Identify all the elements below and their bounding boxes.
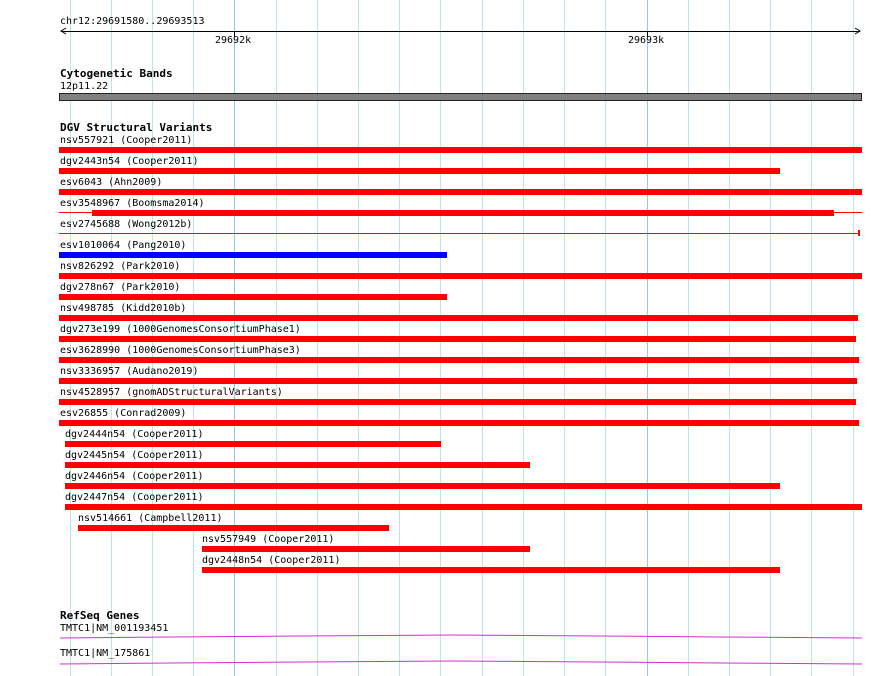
variant-label[interactable]: nsv514661 (Campbell2011) — [78, 513, 223, 524]
transcript-label[interactable]: TMTC1|NM_001193451 — [60, 623, 169, 634]
refseq-track-title[interactable]: RefSeq Genes — [60, 609, 140, 622]
variant-label[interactable]: dgv278n67 (Park2010) — [60, 282, 181, 293]
variant-label[interactable]: dgv2446n54 (Cooper2011) — [65, 471, 204, 482]
variant-label[interactable]: nsv3336957 (Audano2019) — [60, 366, 199, 377]
variant-label[interactable]: nsv498785 (Kidd2010b) — [60, 303, 187, 314]
variant-label[interactable]: nsv826292 (Park2010) — [60, 261, 181, 272]
variant-label[interactable]: nsv4528957 (gnomADStructuralVariants) — [60, 387, 283, 398]
variant-label[interactable]: dgv273e199 (1000GenomesConsortiumPhase1) — [60, 324, 301, 335]
variant-label[interactable]: dgv2443n54 (Cooper2011) — [60, 156, 199, 167]
variant-label[interactable]: nsv557921 (Cooper2011) — [60, 135, 193, 146]
variant-label[interactable]: esv26855 (Conrad2009) — [60, 408, 187, 419]
transcript-label[interactable]: TMTC1|NM_175861 — [60, 648, 151, 659]
variant-label[interactable]: dgv2447n54 (Cooper2011) — [65, 492, 204, 503]
variant-label[interactable]: esv1010064 (Pang2010) — [60, 240, 187, 251]
transcript-intron-line — [60, 635, 862, 638]
transcript-intron-line — [60, 661, 862, 664]
ruler-location: chr12:29691580..29693513 — [60, 16, 205, 27]
variant-label[interactable]: esv2745688 (Wong2012b) — [60, 219, 193, 230]
tick-label-29693k: 29693k — [628, 35, 665, 46]
variant-label[interactable]: dgv2444n54 (Cooper2011) — [65, 429, 204, 440]
dgv-track-title[interactable]: DGV Structural Variants — [60, 121, 213, 134]
tick-label-29692k: 29692k — [215, 35, 252, 46]
variant-label[interactable]: dgv2448n54 (Cooper2011) — [202, 555, 341, 566]
variant-label[interactable]: esv3548967 (Boomsma2014) — [60, 198, 205, 209]
cytobands-track-title[interactable]: Cytogenetic Bands — [60, 67, 173, 80]
variant-label[interactable]: esv3628990 (1000GenomesConsortiumPhase3) — [60, 345, 301, 356]
variant-label[interactable]: esv6043 (Ahn2009) — [60, 177, 163, 188]
variant-label[interactable]: nsv557949 (Cooper2011) — [202, 534, 335, 545]
variant-label[interactable]: dgv2445n54 (Cooper2011) — [65, 450, 204, 461]
cytoband-label[interactable]: 12p11.22 — [60, 81, 109, 92]
